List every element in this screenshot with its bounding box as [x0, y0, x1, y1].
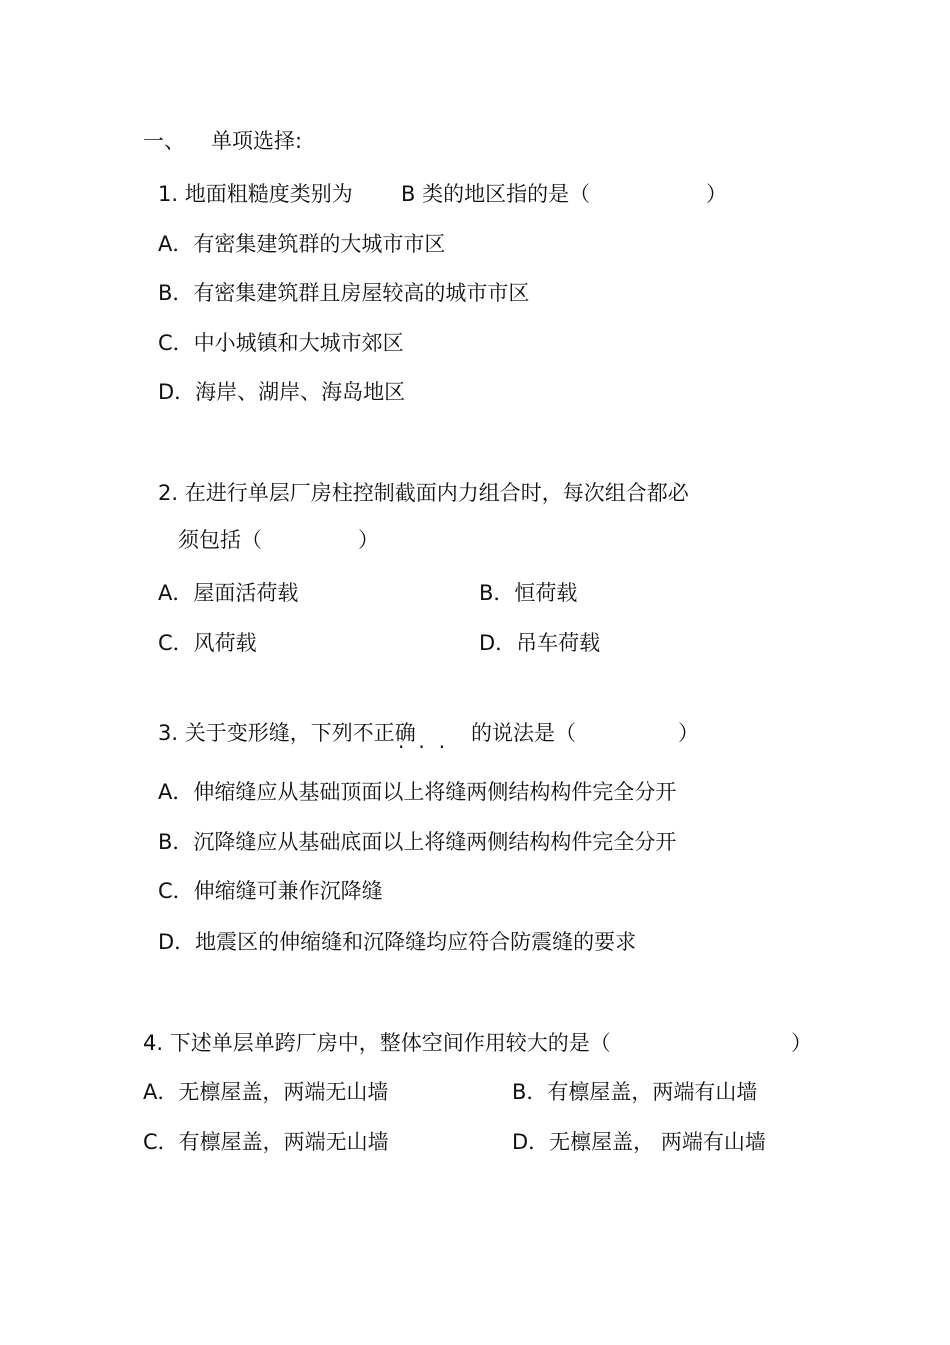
option-a: A．伸缩缝应从基础顶面以上将缝两侧结构构件完全分开 [158, 780, 677, 804]
option-b: B．有檩屋盖，两端有山墙 [512, 1080, 758, 1104]
section-number: 一、 [143, 129, 185, 153]
question-stem: 4. 下述单层单跨厂房中，整体空间作用较大的是（ [143, 1031, 611, 1055]
emphasis-dots: ··· [398, 735, 460, 759]
answer-paren-close: ） [678, 721, 699, 745]
option-d: D．海岸、湖岸、海岛地区 [158, 380, 406, 404]
option-b: B．有密集建筑群且房屋较高的城市市区 [158, 281, 530, 305]
section-title: 单项选择: [211, 129, 303, 153]
question-stem: 3. 关于变形缝，下列不正确 [158, 721, 416, 745]
question-stem-continued: B 类的地区指的是（ [401, 182, 591, 206]
answer-paren-close: ） [706, 182, 727, 206]
question-stem: 1. 地面粗糙度类别为 [158, 182, 353, 206]
option-c: C．伸缩缝可兼作沉降缝 [158, 879, 383, 903]
option-d: D．无檩屋盖， 两端有山墙 [512, 1130, 766, 1154]
question-stem-continued: 须包括（ [178, 528, 262, 552]
option-c: C．有檩屋盖，两端无山墙 [143, 1130, 389, 1154]
option-a: A．有密集建筑群的大城市市区 [158, 232, 446, 256]
answer-paren-close: ） [791, 1031, 812, 1055]
option-c: C．中小城镇和大城市郊区 [158, 331, 404, 355]
option-b: B．恒荷载 [479, 581, 578, 605]
option-c: C．风荷载 [158, 631, 257, 655]
answer-paren-close: ） [358, 528, 379, 552]
option-b: B．沉降缝应从基础底面以上将缝两侧结构构件完全分开 [158, 830, 677, 854]
option-d: D．地震区的伸缩缝和沉降缝均应符合防震缝的要求 [158, 930, 637, 954]
question-stem-continued: 的说法是（ [471, 721, 576, 745]
option-a: A．屋面活荷载 [158, 581, 299, 605]
option-a: A．无檩屋盖，两端无山墙 [143, 1080, 389, 1104]
option-d: D．吊车荷载 [479, 631, 601, 655]
question-stem: 2. 在进行单层厂房柱控制截面内力组合时，每次组合都必 [158, 481, 689, 505]
